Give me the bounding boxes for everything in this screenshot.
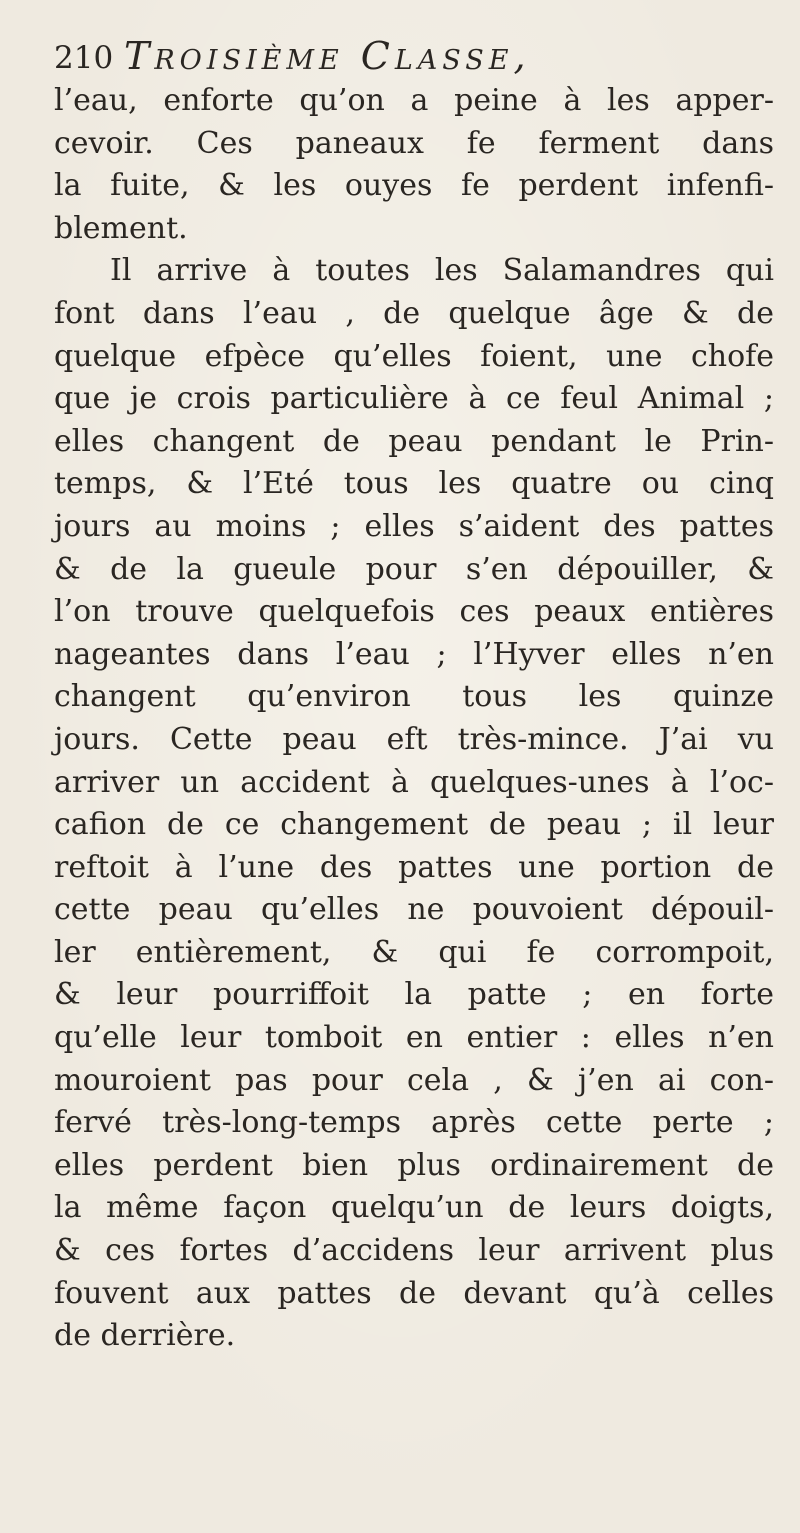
text-line: fouvent aux pattes de devant qu’à celles xyxy=(54,1275,774,1311)
text-line: & de la gueule pour s’en dépouiller, & xyxy=(54,551,774,587)
text-line: fervé très-long-temps après cette perte ; xyxy=(54,1105,774,1141)
body-text xyxy=(54,80,774,1358)
text-line: arriver un accident à quelques-unes à l’oc- xyxy=(54,764,774,800)
text-line: & leur pourriffoit la patte ; en forte xyxy=(54,977,774,1013)
text-line: reftoit à l’une des pattes une portion de xyxy=(54,849,774,885)
text-line: ler entièrement, & qui fe corrompoit, xyxy=(54,934,774,970)
page-header xyxy=(54,30,754,82)
text-line: cevoir. Ces paneaux fe ferment dans xyxy=(54,125,774,161)
text-line: de derrière. xyxy=(54,1318,236,1354)
text-line: mouroient pas pour cela , & j’en ai con- xyxy=(54,1062,774,1098)
text-line: & ces fortes d’accidens leur arrivent plus xyxy=(54,1233,774,1269)
text-line: temps, & l’Eté tous les quatre ou cinq xyxy=(54,466,774,502)
text-line: jours au moins ; elles s’aident des pattes xyxy=(54,508,774,544)
text-line: l’on trouve quelquefois ces peaux entières xyxy=(54,594,774,630)
text-line: font dans l’eau , de quelque âge & de xyxy=(54,295,774,331)
text-line: l’eau, enforte qu’on a peine à les apper- xyxy=(54,83,774,118)
text-line: la fuite, & les ouyes fe perdent infenfi- xyxy=(54,168,774,204)
page-number: 210 xyxy=(54,40,114,76)
text-line: quelque efpèce qu’elles foient, une chofe xyxy=(54,338,774,374)
running-title: Troisième Classe, xyxy=(124,34,531,78)
text-line: la même façon quelqu’un de leurs doigts, xyxy=(54,1190,774,1226)
text-line: elles perdent bien plus ordinairement de xyxy=(54,1147,774,1183)
text-line: elles changent de peau pendant le Prin- xyxy=(54,423,774,459)
text-line: Il arrive à toutes les Salamandres qui xyxy=(110,253,774,289)
text-line: jours. Cette peau eft très-mince. J’ai vu xyxy=(54,721,774,757)
text-line: cafion de ce changement de peau ; il leur xyxy=(54,807,774,843)
text-line: cette peau qu’elles ne pouvoient dépouil- xyxy=(54,892,774,928)
text-line: qu’elle leur tomboit en entier : elles n’en xyxy=(54,1020,774,1056)
text-line: blement. xyxy=(54,210,188,246)
text-line: nageantes dans l’eau ; l’Hyver elles n’en xyxy=(54,636,774,672)
text-line: changent qu’environ tous les quinze xyxy=(54,679,774,715)
text-line: que je crois particulière à ce feul Animal ; xyxy=(54,381,774,417)
